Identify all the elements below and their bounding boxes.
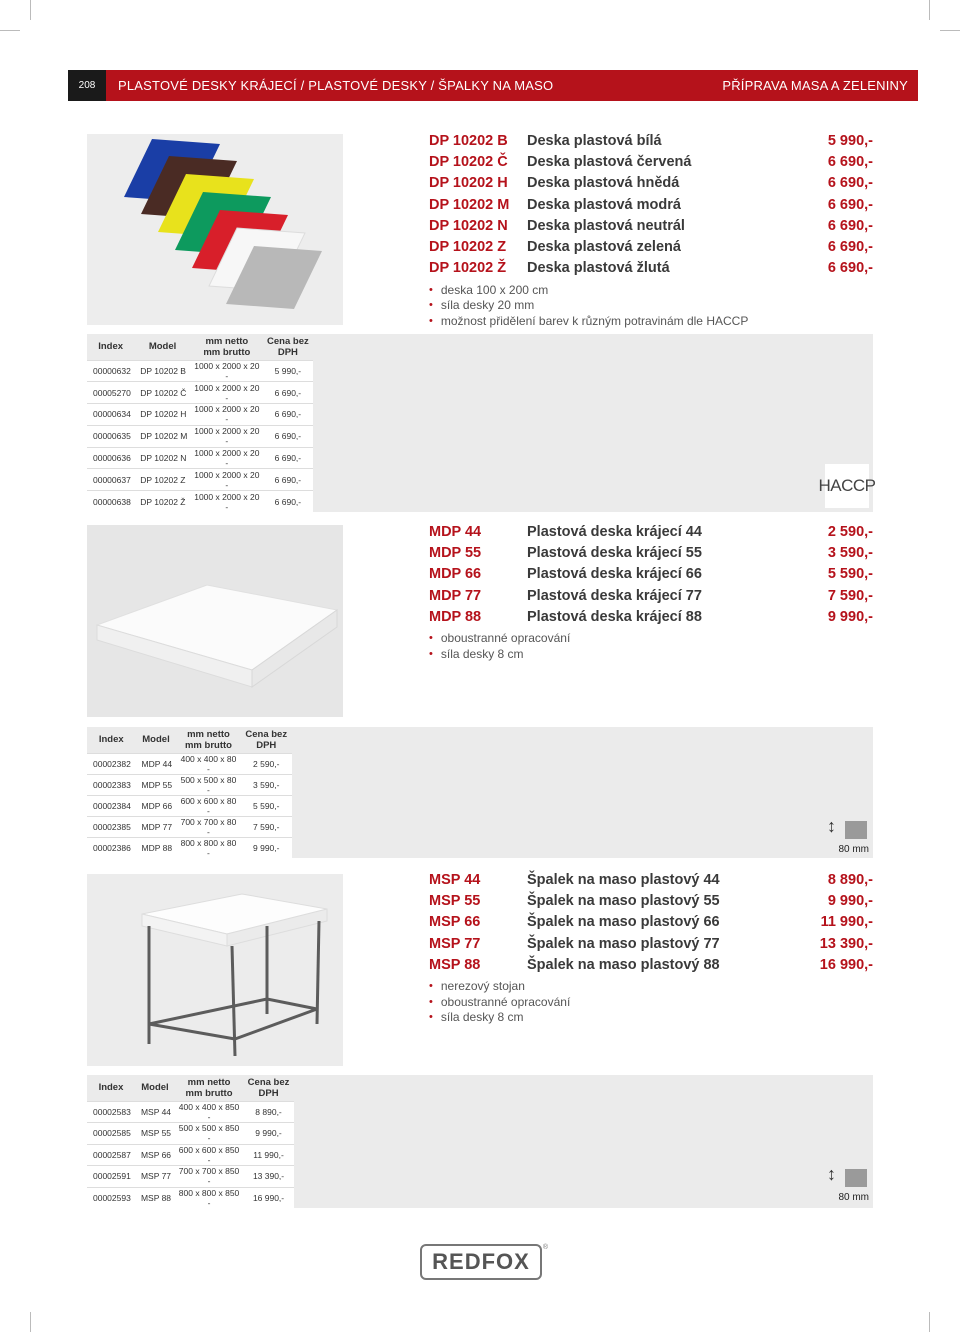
column-header: Model: [135, 1075, 175, 1101]
table-cell: 00000632: [87, 360, 134, 382]
meat-block-image: [87, 874, 343, 1066]
product-price: 2 590,-: [827, 523, 873, 540]
product-price: 11 990,-: [820, 914, 873, 931]
table-cell: 1000 x 2000 x 20 -: [191, 425, 263, 447]
table-row: [87, 1144, 294, 1166]
product-name: Plastová deska krájecí 77: [527, 587, 702, 604]
product-price: 7 590,-: [827, 587, 873, 604]
table-row: [87, 447, 313, 469]
product-row: [429, 585, 873, 606]
table-row: [87, 1166, 294, 1188]
table-cell: MDP 44: [136, 753, 177, 774]
product-name: Špalek na maso plastový 55: [527, 892, 720, 909]
table-header-row: [87, 334, 313, 360]
table-cell: 6 690,-: [263, 447, 313, 469]
table-band-cutting-boards: [87, 727, 873, 858]
product-row: [429, 151, 873, 172]
feature-bullet: • možnost přidělení barev k různým potravinám dle HACCP: [429, 313, 873, 329]
logo-text: REDFOX: [432, 1249, 530, 1274]
table-cell: 00002583: [87, 1101, 135, 1123]
table-cell: 00002385: [87, 816, 136, 837]
product-code: MDP 66: [429, 566, 482, 583]
table-cell: DP 10202 Ž: [134, 491, 191, 512]
table-cell: 500 x 500 x 850 -: [175, 1123, 243, 1145]
double-arrow-icon: ↕: [827, 816, 836, 836]
product-code: MSP 66: [429, 914, 481, 931]
thickness-swatch: [845, 821, 867, 839]
product-row: [429, 869, 873, 890]
table-row: [87, 795, 292, 816]
page-header: [68, 70, 918, 101]
table-row: [87, 360, 313, 382]
product-name: Špalek na maso plastový 88: [527, 956, 720, 973]
product-list-cutting-boards: [429, 521, 873, 661]
page-number: 208: [68, 70, 106, 101]
feature-bullet: • síla desky 20 mm: [429, 298, 873, 314]
product-code: MDP 88: [429, 608, 482, 625]
product-code: DP 10202 M: [429, 196, 510, 213]
table-cell: MSP 77: [135, 1166, 175, 1188]
table-cell: 00002587: [87, 1144, 135, 1166]
product-name: Deska plastová modrá: [527, 196, 681, 213]
product-code: MDP 44: [429, 523, 482, 540]
product-code: DP 10202 N: [429, 217, 508, 234]
product-name: Deska plastová bílá: [527, 132, 662, 149]
table-band-meat-blocks: [87, 1075, 873, 1208]
table-row: [87, 382, 313, 404]
cutting-boards-image: [87, 134, 343, 325]
table-cell: MSP 44: [135, 1101, 175, 1123]
product-list-boards: [429, 130, 873, 329]
column-header: Model: [136, 727, 177, 753]
product-row: [429, 954, 873, 975]
table-cell: 8 890,-: [243, 1101, 294, 1123]
table-cell: 400 x 400 x 80 -: [176, 753, 240, 774]
table-cell: 3 590,-: [240, 774, 292, 795]
table-cell: 00002386: [87, 837, 136, 858]
table-cell: 00000634: [87, 404, 134, 426]
feature-bullet: • nerezový stojan: [429, 978, 873, 994]
feature-bullet: • oboustranné opracování: [429, 630, 873, 646]
product-row: [429, 130, 873, 151]
column-header: mm netto mm brutto: [191, 334, 263, 360]
page-title: PLASTOVÉ DESKY KRÁJECÍ / PLASTOVÉ DESKY / ŠPALKY NA MASO: [118, 78, 554, 93]
table-cell: 00002591: [87, 1166, 135, 1188]
product-price: 5 590,-: [827, 566, 873, 583]
table-row: [87, 837, 292, 858]
crop-mark: [30, 1312, 31, 1332]
crop-mark: [929, 0, 930, 20]
product-row: [429, 194, 873, 215]
table-cell: 1000 x 2000 x 20 -: [191, 382, 263, 404]
table-cell: DP 10202 M: [134, 425, 191, 447]
colored-boards-illustration: [87, 134, 343, 325]
table-row: [87, 1101, 294, 1123]
table-row: [87, 1187, 294, 1208]
product-row: [429, 215, 873, 236]
cutting-board-thick-image: [87, 525, 343, 717]
table-cell: DP 10202 Z: [134, 469, 191, 491]
product-code: MDP 77: [429, 587, 482, 604]
product-row: [429, 258, 873, 279]
registered-mark: ®: [542, 1244, 548, 1251]
table-row: [87, 753, 292, 774]
product-price: 16 990,-: [819, 956, 873, 973]
table-cell: DP 10202 H: [134, 404, 191, 426]
product-row: [429, 912, 873, 933]
table-cell: 7 590,-: [240, 816, 292, 837]
table-cell: DP 10202 B: [134, 360, 191, 382]
section-title: PŘÍPRAVA MASA A ZELENINY: [722, 78, 908, 93]
table-cell: MSP 66: [135, 1144, 175, 1166]
crop-mark: [940, 30, 960, 31]
table-cell: 6 690,-: [263, 491, 313, 512]
product-price: 5 990,-: [827, 132, 873, 149]
table-cell: 600 x 600 x 80 -: [176, 795, 240, 816]
table-cell: MSP 55: [135, 1123, 175, 1145]
table-cell: 00000638: [87, 491, 134, 512]
product-name: Plastová deska krájecí 55: [527, 544, 702, 561]
table-row: [87, 469, 313, 491]
table-cell: 00000636: [87, 447, 134, 469]
table-cell: 6 690,-: [263, 382, 313, 404]
table-row: [87, 774, 292, 795]
table-cell: 11 990,-: [243, 1144, 294, 1166]
product-price: 6 690,-: [827, 217, 873, 234]
table-band-boards: [87, 334, 876, 512]
product-name: Špalek na maso plastový 44: [527, 871, 720, 888]
column-header: mm netto mm brutto: [175, 1075, 243, 1101]
product-price: 9 990,-: [827, 608, 873, 625]
table-cell: 6 690,-: [263, 404, 313, 426]
table-cell: MDP 88: [136, 837, 177, 858]
column-header: Cena bez DPH: [240, 727, 292, 753]
feature-bullet: • deska 100 x 200 cm: [429, 282, 873, 298]
table-cell: 800 x 800 x 850 -: [175, 1187, 243, 1208]
table-header-row: [87, 1075, 294, 1101]
table-cell: 16 990,-: [243, 1187, 294, 1208]
crop-mark: [929, 1312, 930, 1332]
column-header: Index: [87, 334, 134, 360]
thickness-label: 80 mm: [838, 844, 869, 855]
thickness-indicator: [823, 813, 871, 857]
table-cell: 9 990,-: [240, 837, 292, 858]
product-row: [429, 933, 873, 954]
table-cell: 6 690,-: [263, 425, 313, 447]
thickness-swatch: [845, 1169, 867, 1187]
table-row: [87, 816, 292, 837]
product-code: MDP 55: [429, 544, 482, 561]
product-price: 3 590,-: [827, 544, 873, 561]
table-cell: 1000 x 2000 x 20 -: [191, 469, 263, 491]
table-cell: 700 x 700 x 80 -: [176, 816, 240, 837]
product-code: DP 10202 H: [429, 175, 508, 192]
price-table-cutting-boards: [87, 727, 292, 858]
product-name: Deska plastová hnědá: [527, 175, 680, 192]
price-table-meat-blocks: [87, 1075, 294, 1208]
product-code: DP 10202 B: [429, 132, 508, 149]
feature-bullet: • síla desky 8 cm: [429, 1009, 873, 1025]
table-cell: 5 990,-: [263, 360, 313, 382]
table-row: [87, 404, 313, 426]
meat-block-stand-illustration: [87, 874, 343, 1066]
feature-bullet: • síla desky 8 cm: [429, 646, 873, 662]
product-name: Deska plastová neutrál: [527, 217, 685, 234]
table-cell: 800 x 800 x 80 -: [176, 837, 240, 858]
redfox-logo: [420, 1244, 548, 1280]
column-header: Index: [87, 727, 136, 753]
white-board-illustration: [87, 525, 343, 717]
table-cell: MSP 88: [135, 1187, 175, 1208]
product-code: DP 10202 Z: [429, 239, 507, 256]
product-name: Deska plastová červená: [527, 153, 692, 170]
crop-mark: [0, 30, 20, 31]
product-price: 9 990,-: [827, 892, 873, 909]
product-name: Plastová deska krájecí 44: [527, 523, 702, 540]
table-row: [87, 425, 313, 447]
table-cell: 00002384: [87, 795, 136, 816]
thickness-indicator: [823, 1161, 871, 1205]
table-cell: 1000 x 2000 x 20 -: [191, 404, 263, 426]
table-cell: DP 10202 Č: [134, 382, 191, 404]
product-price: 13 390,-: [819, 935, 873, 952]
product-row: [429, 521, 873, 542]
table-cell: 6 690,-: [263, 469, 313, 491]
table-cell: MDP 66: [136, 795, 177, 816]
table-cell: 00002593: [87, 1187, 135, 1208]
product-code: DP 10202 Č: [429, 153, 508, 170]
table-cell: 00002383: [87, 774, 136, 795]
table-cell: 1000 x 2000 x 20 -: [191, 491, 263, 512]
product-price: 6 690,-: [827, 260, 873, 277]
table-cell: 5 590,-: [240, 795, 292, 816]
double-arrow-icon: ↕: [827, 1164, 836, 1184]
product-list-meat-blocks: [429, 869, 873, 1025]
table-header-row: [87, 727, 292, 753]
haccp-badge: HACCP: [825, 464, 869, 508]
product-code: MSP 44: [429, 871, 481, 888]
product-name: Plastová deska krájecí 66: [527, 566, 702, 583]
product-row: [429, 236, 873, 257]
table-cell: 00005270: [87, 382, 134, 404]
product-name: Špalek na maso plastový 66: [527, 914, 720, 931]
thickness-label: 80 mm: [838, 1192, 869, 1203]
column-header: Cena bez DPH: [263, 334, 313, 360]
feature-bullet: • oboustranné opracování: [429, 994, 873, 1010]
product-code: MSP 55: [429, 892, 481, 909]
table-cell: 9 990,-: [243, 1123, 294, 1145]
product-name: Plastová deska krájecí 88: [527, 608, 702, 625]
product-name: Deska plastová zelená: [527, 239, 681, 256]
crop-mark: [30, 0, 31, 20]
table-cell: 700 x 700 x 850 -: [175, 1166, 243, 1188]
table-cell: MDP 77: [136, 816, 177, 837]
table-cell: 00002585: [87, 1123, 135, 1145]
table-row: [87, 491, 313, 512]
column-header: mm netto mm brutto: [176, 727, 240, 753]
product-code: MSP 88: [429, 956, 481, 973]
product-code: MSP 77: [429, 935, 481, 952]
product-price: 6 690,-: [827, 196, 873, 213]
table-cell: 1000 x 2000 x 20 -: [191, 447, 263, 469]
product-row: [429, 542, 873, 563]
product-row: [429, 890, 873, 911]
price-table-boards: [87, 334, 313, 512]
product-price: 8 890,-: [827, 871, 873, 888]
product-row: [429, 564, 873, 585]
table-cell: 1000 x 2000 x 20 -: [191, 360, 263, 382]
product-name: Špalek na maso plastový 77: [527, 935, 720, 952]
table-cell: 00000635: [87, 425, 134, 447]
product-price: 6 690,-: [827, 153, 873, 170]
product-row: [429, 606, 873, 627]
table-cell: 00000637: [87, 469, 134, 491]
product-price: 6 690,-: [827, 175, 873, 192]
column-header: Index: [87, 1075, 135, 1101]
table-cell: 00002382: [87, 753, 136, 774]
table-cell: DP 10202 N: [134, 447, 191, 469]
table-cell: MDP 55: [136, 774, 177, 795]
table-cell: 2 590,-: [240, 753, 292, 774]
table-cell: 13 390,-: [243, 1166, 294, 1188]
product-code: DP 10202 Ž: [429, 260, 507, 277]
product-name: Deska plastová žlutá: [527, 260, 670, 277]
table-cell: 500 x 500 x 80 -: [176, 774, 240, 795]
table-row: [87, 1123, 294, 1145]
column-header: Model: [134, 334, 191, 360]
product-price: 6 690,-: [827, 239, 873, 256]
table-cell: 600 x 600 x 850 -: [175, 1144, 243, 1166]
column-header: Cena bez DPH: [243, 1075, 294, 1101]
product-row: [429, 173, 873, 194]
table-cell: 400 x 400 x 850 -: [175, 1101, 243, 1123]
